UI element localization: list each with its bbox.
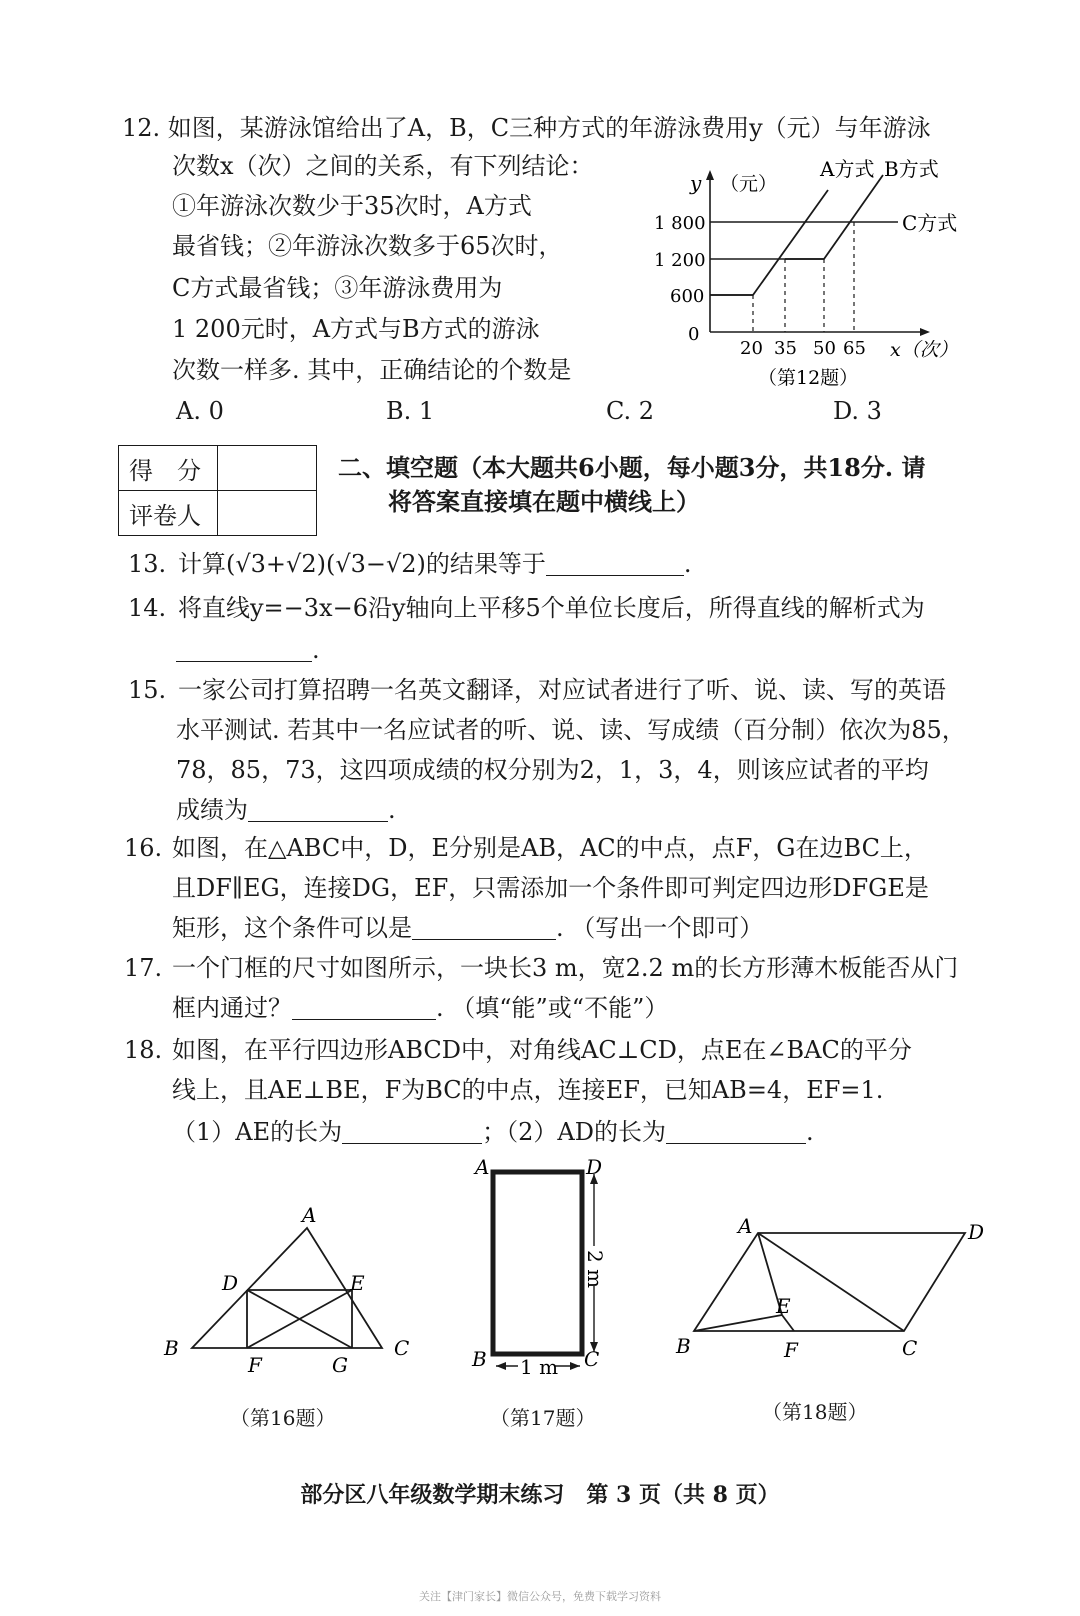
q12-graph <box>640 150 980 400</box>
q15-line1: 一家公司打算招聘一名英文翻译，对应试者进行了听、说、读、写的英语 <box>178 676 946 704</box>
grader-label: 评卷人 <box>119 491 218 536</box>
q18-part2-blank[interactable] <box>666 1117 806 1144</box>
q18-number: 18. <box>124 1036 163 1064</box>
q17-line2b: . （填“能”或“不能”） <box>436 994 669 1022</box>
q16-answer-blank[interactable] <box>412 913 556 940</box>
figure-16 <box>150 1200 430 1400</box>
q14-answer-blank[interactable] <box>176 635 312 662</box>
fig17-width-label: 1 m <box>520 1355 559 1379</box>
fig17-label-d: D <box>586 1155 603 1179</box>
q15-last <box>176 794 396 826</box>
q15-tail: . <box>388 796 396 824</box>
grader-value-cell <box>218 491 317 536</box>
fig16-label-e: E <box>350 1271 365 1295</box>
q15-first <box>128 674 946 706</box>
q18-part-sep: ；（2）AD的长为 <box>482 1118 666 1146</box>
q18-line1: 如图，在平行四边形ABCD中，对角线AC⊥CD，点E在∠BAC的平分 <box>172 1036 912 1064</box>
graph-caption: （第12题） <box>758 367 859 389</box>
q12-option-d: D. 3 <box>833 397 882 425</box>
score-value-cell <box>218 446 317 491</box>
score-label: 得 分 <box>119 446 218 491</box>
q13-answer-blank[interactable] <box>546 549 684 576</box>
graph-ytick-600: 600 <box>670 286 705 307</box>
q15-answer-blank[interactable] <box>248 795 388 822</box>
q14-text: 将直线y=−3x−6沿y轴向上平移5个单位长度后，所得直线的解析式为 <box>178 594 925 622</box>
q17-first <box>124 952 958 984</box>
q16-line3b: . （写出一个即可） <box>556 914 764 942</box>
q12-line6: 1 200元时，A方式与B方式的游泳 <box>172 315 540 343</box>
q12-line3: ①年游泳次数少于35次时，A方式 <box>172 192 532 220</box>
q16-line2: 且DF∥EG，连接DG，EF，只需添加一个条件即可判定四边形DFGE是 <box>172 874 929 902</box>
q16-line1: 如图，在△ABC中，D，E分别是AB，AC的中点，点F，G在边BC上， <box>172 834 928 862</box>
fig16-label-a: A <box>302 1203 317 1227</box>
fig17-label-a: A <box>475 1155 490 1179</box>
q12-option-c: C. 2 <box>606 397 655 425</box>
graph-series-b: B方式 <box>884 157 939 181</box>
graph-xtick-35: 35 <box>774 338 797 359</box>
fig18-caption: （第18题） <box>762 1400 868 1424</box>
q17-line2a: 框内通过？ <box>172 994 292 1022</box>
q15-line2: 水平测试. 若其中一名应试者的听、说、读、写成绩（百分制）依次为85， <box>176 716 966 744</box>
fig17-label-b: B <box>472 1347 487 1371</box>
q16-number: 16. <box>124 834 163 862</box>
q14 <box>128 592 925 624</box>
q14-tail: . <box>312 636 320 664</box>
q12-line4: 最省钱；②年游泳次数多于65次时， <box>172 232 563 260</box>
q15-line4: 成绩为 <box>176 796 248 824</box>
watermark-text: 关注【津门家长】微信公众号，免费下载学习资料 <box>419 1590 661 1603</box>
q13-tail: . <box>683 550 692 578</box>
q17-answer-blank[interactable] <box>292 993 436 1020</box>
q18-line2: 线上，且AE⊥BE，F为BC的中点，连接EF，已知AB=4，EF=1. <box>172 1076 884 1104</box>
series-a-line <box>710 190 828 295</box>
graph-y-label: y <box>690 171 702 195</box>
fig18-label-a: A <box>738 1214 753 1238</box>
fig18-label-f: F <box>784 1338 798 1362</box>
fig18-label-c: C <box>902 1336 918 1360</box>
section2-line1: 二、填空题（本大题共6小题，每小题3分，共18分. 请 <box>338 453 926 482</box>
q12-option-b: B. 1 <box>386 397 435 425</box>
figure-17 <box>460 1150 630 1385</box>
fig17-height-label: 2 m <box>583 1250 607 1289</box>
graph-series-c: C方式 <box>902 211 958 235</box>
figure-18 <box>670 1205 1000 1380</box>
y-axis-arrow <box>706 170 714 180</box>
fig16-label-f: F <box>248 1353 262 1377</box>
fig18-label-b: B <box>676 1334 691 1358</box>
graph-ytick-1200: 1 200 <box>654 250 706 271</box>
door-frame <box>493 1172 582 1354</box>
q13 <box>128 548 692 580</box>
q12-option-a: A. 0 <box>176 397 224 425</box>
series-b-line <box>785 175 883 259</box>
q15-number: 15. <box>128 676 167 704</box>
graph-y-unit: （元） <box>720 173 778 195</box>
graph-xtick-50: 50 <box>813 338 836 359</box>
graph-xtick-65: 65 <box>843 338 866 359</box>
graph-xtick-20: 20 <box>740 338 763 359</box>
fig16-label-g: G <box>332 1353 348 1377</box>
fig18-label-e: E <box>776 1294 791 1318</box>
fig18-label-d: D <box>968 1220 985 1244</box>
q12-line1: 12. 如图，某游泳馆给出了A，B，C三种方式的年游泳费用y（元）与年游泳 <box>122 114 931 142</box>
q17-last <box>172 992 668 1024</box>
q18-parts <box>172 1116 814 1148</box>
q16-line3a: 矩形，这个条件可以是 <box>172 914 412 942</box>
fig16-label-d: D <box>222 1271 239 1295</box>
score-box <box>118 445 317 536</box>
graph-series-a: A方式 <box>820 157 875 181</box>
q13-text: 计算(√3+√2)(√3−√2)的结果等于 <box>178 550 546 578</box>
x-axis-arrow <box>920 328 930 336</box>
q18-part1: （1）AE的长为 <box>172 1118 343 1146</box>
fig16-caption: （第16题） <box>230 1406 336 1430</box>
q12-line7: 次数一样多. 其中，正确结论的个数是 <box>172 356 572 384</box>
fig16-label-b: B <box>164 1336 179 1360</box>
q15-line3: 78，85，73，这四项成绩的权分别为2，1，3，4，则该应试者的平均 <box>176 756 929 784</box>
q17-line1: 一个门框的尺寸如图所示，一块长3 m，宽2.2 m的长方形薄木板能否从门 <box>172 954 959 982</box>
graph-ytick-1800: 1 800 <box>654 213 706 234</box>
graph-ytick-0: 0 <box>688 324 700 345</box>
q18-tail: . <box>805 1118 814 1146</box>
q13-number: 13. <box>128 550 167 578</box>
fig17-label-c: C <box>584 1347 600 1371</box>
q14-number: 14. <box>128 594 167 622</box>
q16-first <box>124 832 928 864</box>
q18-part1-blank[interactable] <box>342 1117 482 1144</box>
page-footer: 部分区八年级数学期末练习 第 3 页（共 8 页） <box>300 1482 780 1508</box>
graph-x-label: x（次） <box>890 339 958 361</box>
q12-line5: C方式最省钱；③年游泳费用为 <box>172 274 503 302</box>
q12-line2: 次数x（次）之间的关系，有下列结论： <box>172 152 594 180</box>
q17-number: 17. <box>124 954 163 982</box>
fig16-label-c: C <box>394 1336 410 1360</box>
fig17-caption: （第17题） <box>490 1406 596 1430</box>
q14-answer-line <box>176 634 320 666</box>
section2-line2: 将答案直接填在题中横线上） <box>388 487 700 516</box>
q16-last <box>172 912 763 944</box>
segment-be <box>694 1315 782 1331</box>
q18-first <box>124 1034 912 1066</box>
